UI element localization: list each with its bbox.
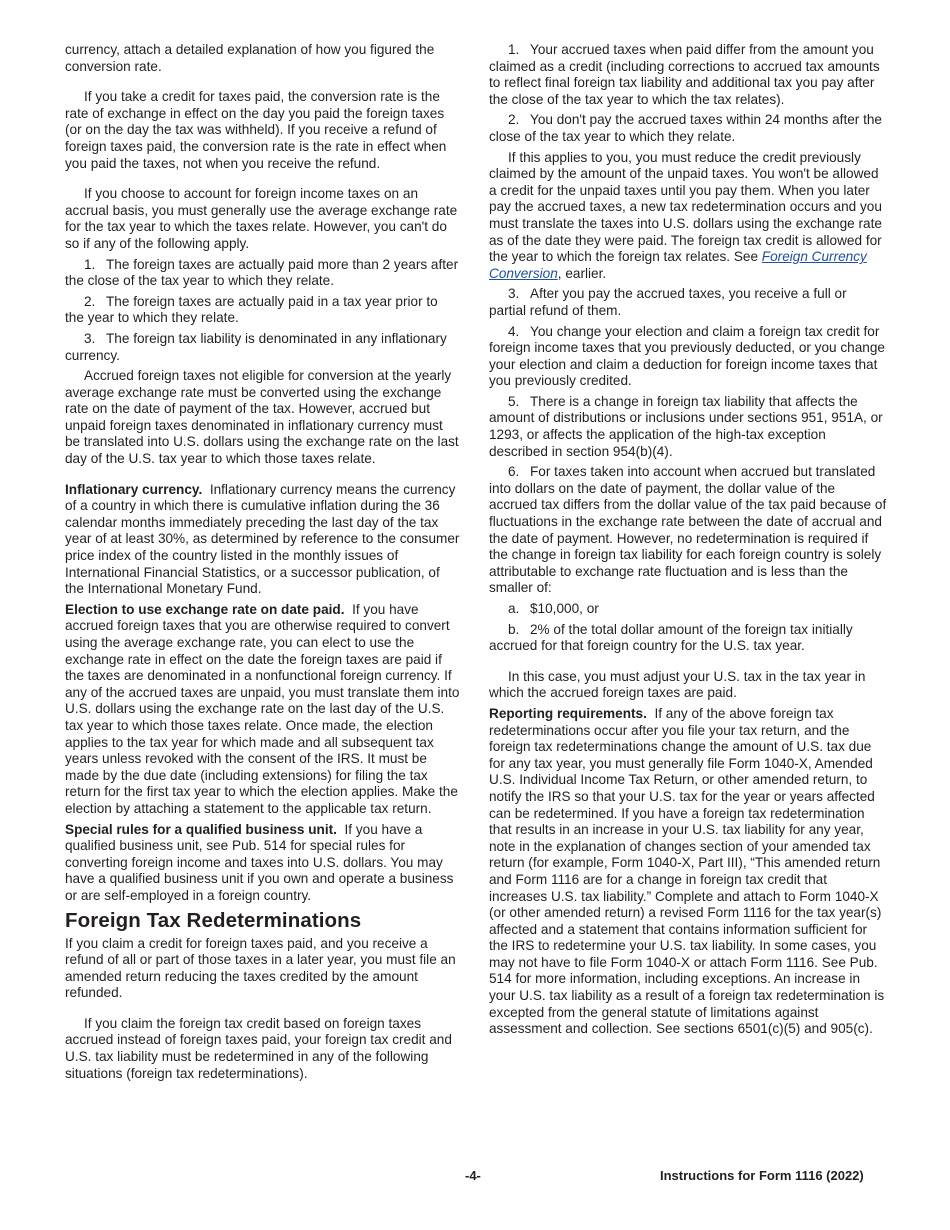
list-item: 3. After you pay the accrued taxes, you receive a full or partial refund of them. [489, 286, 847, 318]
page-number: -4- [465, 1168, 481, 1183]
paragraph-conversion-rate-continued: currency, attach a detailed explanation of how you figured the conversion rate. [65, 42, 435, 74]
left-column [65, 42, 460, 1086]
document-title: Instructions for Form 1116 (2022) [660, 1168, 864, 1183]
list-item: 4. You change your election and claim a foreign tax credit for foreign income taxes that you previously deducted, or you change your election and claim a deduction for foreign income taxes that you previously credited. [489, 323, 885, 389]
list-item: 2. You don't pay the accrued taxes within 24 months after the close of the tax year to which they relate. [489, 112, 882, 144]
list-item: 2. The foreign taxes are actually paid in a tax year prior to the year to which they relate. [65, 293, 438, 326]
runin-heading: Special rules for a qualified business unit. [65, 821, 337, 837]
section-heading: Foreign Tax Redeterminations [65, 908, 362, 932]
paragraph-unpaid-taxes: If this applies to you, you must reduce the credit previously claimed by the amount of the unpaid taxes. You won't be allowed a credit for the unpaid taxes until you pay them. When you later pay the accrued taxes, a new tax redetermination occurs and you must translate the taxes into U.S. dollars using the exchange rate as of the date they were paid. The foreign tax credit is allowed for the year to which the foreign tax relates. See Foreign Currency Conversion, earlier. [489, 149, 882, 281]
list-item: 1. Your accrued taxes when paid differ from the amount you claimed as a credit (including corrections to accrued tax amounts to reflect final foreign tax liability and additional tax you pay after the close of the tax year to which the tax relates). [489, 42, 880, 107]
list-item: 6. For taxes taken into account when accrued but translated into dollars on the date of payment, the dollar value of the accrued tax differs from the dollar value of the tax paid because of fluctuations in the exchange rate between the date of accrual and the date of payment. However, no redetermination is required if the change in foreign tax liability for each foreign country is solely attributable to exchange rate fluctuation and is less than the smaller of: [489, 464, 887, 596]
foreign-currency-conversion-link[interactable]: Foreign Currency Conversion [489, 249, 867, 281]
list-item: 1. The foreign taxes are actually paid more than 2 years after the close of the tax year to which they relate. [65, 256, 459, 289]
list-item: 5. There is a change in foreign tax liability that affects the amount of distributions or inclusions under sections 951, 951A, or 1293, or affects the application of the high-tax exception described in section 954(b)(4). [489, 393, 883, 459]
runin-heading: Election to use exchange rate on date paid. [65, 601, 345, 617]
paragraph-qualified-business-unit: Special rules for a qualified business unit. If you have a qualified business unit, see Pub. 514 for special rules for converting foreign income and taxes into U.S. dollars. You may have a qualified business unit if you own and operate a business or are self-employed in a foreign country. [65, 821, 454, 903]
sub-list-item: b. 2% of the total dollar amount of the foreign tax initially accrued for that foreign country for the U.S. tax year. [489, 621, 853, 654]
paragraph-inflationary-currency: Inflationary currency. Inflationary currency means the currency of a country in which there is cumulative inflation during the 36 calendar months immediately preceding the last day of the tax year of at least 30%, as determined by reference to the consumer price index of the country listed in the monthly issues of International Financial Statistics, or a successor publication, of the International Monetary Fund. [65, 481, 460, 597]
paragraph-credit-taxes-paid: If you take a credit for taxes paid, the conversion rate is the rate of exchange in effect on the day you paid the foreign taxes (or on the day the tax was withheld). If you receive a refund of foreign taxes paid, the conversion rate is the rate in effect when you paid the taxes, not when you receive the refund. [65, 89, 447, 171]
paragraph-adjust-us-tax: In this case, you must adjust your U.S. tax in the tax year in which the accrued foreign taxes are paid. [489, 668, 866, 701]
list-item: 3. The foreign tax liability is denominated in any inflationary currency. [65, 330, 447, 363]
paragraph-accrual-basis: If you choose to account for foreign income taxes on an accrual basis, you must generally use the average exchange rate for the tax year to which the taxes relate. However, you can't do so if any of the following apply. [65, 186, 458, 251]
paragraph-refund-amended-return: If you claim a credit for foreign taxes paid, and you receive a refund of all or part of those taxes in a later year, you must file an amended return reducing the taxes credited by the amount refunded. [65, 935, 456, 1001]
runin-heading: Inflationary currency. [65, 481, 203, 497]
paragraph-redetermination-situations: If you claim the foreign tax credit based on foreign taxes accrued instead of foreign taxes paid, your foreign tax credit and U.S. tax liability must be redetermined in any of the following situations (foreign tax redeterminations). [65, 1015, 452, 1081]
paragraph-accrued-not-eligible: Accrued foreign taxes not eligible for conversion at the yearly average exchange rate must be converted using the exchange rate on the date of payment of the tax. However, accrued but unpaid foreign taxes denominated in inflationary currency must be translated into U.S. dollars using the exchange rate on the last day of the U.S. tax year to which those taxes relate. [65, 368, 459, 467]
right-column [489, 42, 887, 1042]
paragraph-reporting-requirements: Reporting requirements. If any of the above foreign tax redeterminations occur after you file your tax return, and the foreign tax redeterminations change the amount of U.S. tax due for any tax year, you must generally file Form 1040-X, Amended U.S. Individual Income Tax Return, or other amended return, to notify the IRS so that your U.S. tax for the year or years affected can be redetermined. If you have a foreign tax redetermination that results in an increase in your U.S. tax liability for any year, note in the explanation of changes section of your amended tax return (for example, Form 1040-X, Part III), “This amended return and Form 1116 are for a change in foreign tax credit that increases U.S. tax liability.” Complete and attach to Form 1040-X (or other amended return) a revised Form 1116 for the tax year(s) affected and a statement that contains information sufficient for the IRS to redetermine your U.S. tax liability. In some cases, you may not have to file Form 1040-X or attach Form 1116. See Pub. 514 for more information, including exceptions. An increase in your U.S. tax liability as a result of a foreign tax redetermination is excepted from the general statute of limitations against assessment and collection. See sections 6501(c)(5) and 905(c). [489, 705, 885, 1037]
runin-heading: Reporting requirements. [489, 705, 647, 721]
paragraph-election-date-paid: Election to use exchange rate on date paid. If you have accrued foreign taxes that you are otherwise required to convert using the average exchange rate, you can elect to use the exchange rate in effect on the date the foreign taxes are paid if the taxes are denominated in a nonfunctional foreign currency. If any of the accrued taxes are unpaid, you must translate them into U.S. dollars using the exchange rate on the last day of the U.S. tax year to which those taxes relate. Once made, the election applies to the tax year for which made and all subsequent tax years unless revoked with the consent of the IRS. It must be made by the due date (including extensions) for filing the tax return for the first tax year to which the election applies. Make the election by attaching a statement to the applicable tax return. [65, 601, 460, 816]
sub-list-item: a. $10,000, or [508, 601, 599, 616]
